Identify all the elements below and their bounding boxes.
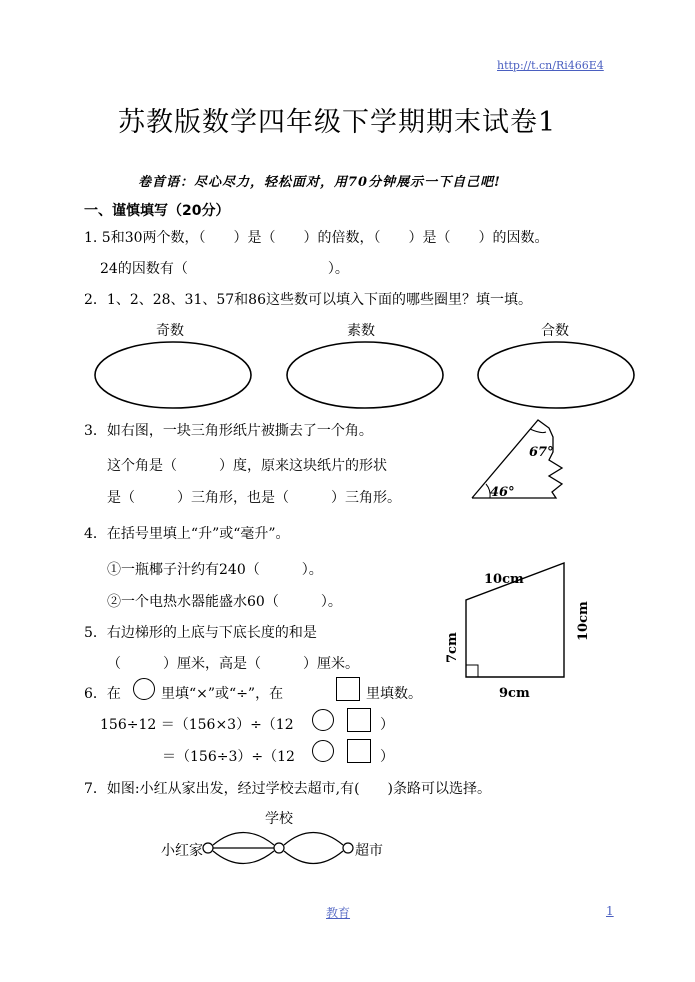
q6-circle-legend bbox=[133, 678, 155, 700]
label-prime: 素数 bbox=[347, 323, 375, 339]
q6-eq1-number-box[interactable] bbox=[347, 708, 371, 732]
route-label-home: 小红家 bbox=[161, 843, 203, 859]
dim-left-label: 7cm bbox=[445, 632, 460, 663]
question-2-text: 2．1、2、28、31、57和86这些数可以填入下面的哪些圈里？填一填。 bbox=[84, 292, 532, 308]
page-number: 1 bbox=[606, 904, 614, 918]
q6-eq2-operator-circle[interactable] bbox=[312, 740, 334, 762]
dim-right-label: 10cm bbox=[576, 601, 591, 641]
home-node bbox=[203, 843, 213, 853]
q6-square-legend bbox=[336, 677, 360, 701]
torn-triangle-figure bbox=[472, 420, 562, 500]
motto: 卷首语：尽心尽力，轻松面对，用70分钟展示一下自己吧! bbox=[138, 175, 501, 190]
route-label-market: 超市 bbox=[355, 843, 383, 859]
route-label-school: 学校 bbox=[265, 811, 293, 827]
question-5-line-1: 5．右边梯形的上底与下底长度的和是 bbox=[84, 625, 317, 641]
angle-bottom-label: 46° bbox=[490, 485, 515, 500]
market-node bbox=[343, 843, 353, 853]
question-6-equation-1: 156÷12 ＝（156×3）÷（12 bbox=[100, 717, 294, 733]
question-4-line-1: 4．在括号里填上“升”或“毫升”。 bbox=[84, 526, 290, 542]
question-4-line-3: ②一个电热水器能盛水60（ ）。 bbox=[107, 594, 342, 610]
question-6-equation-2: ＝（156÷3）÷（12 bbox=[162, 749, 295, 765]
question-1-line-2: 24的因数有（ ）。 bbox=[100, 261, 349, 277]
school-node bbox=[274, 843, 284, 853]
oval-composite[interactable] bbox=[478, 342, 634, 408]
route-diagram bbox=[203, 833, 353, 864]
footer-center-link[interactable]: 教育 bbox=[326, 906, 351, 920]
question-3-line-3: 是（ ）三角形，也是（ ）三角形。 bbox=[107, 490, 401, 506]
question-4-line-2: ①一瓶椰子汁约有240（ ）。 bbox=[107, 562, 323, 578]
q6-eq1-operator-circle[interactable] bbox=[312, 709, 334, 731]
question-5-line-2: （ ）厘米，高是（ ）厘米。 bbox=[107, 656, 359, 672]
q6-eq2-number-box[interactable] bbox=[347, 739, 371, 763]
section-heading: 一、谨慎填写（20分） bbox=[84, 203, 230, 219]
question-1-line-1: 1. 5和30两个数，（ ）是（ ）的倍数，（ ）是（ ）的因数。 bbox=[84, 230, 549, 246]
dim-top-label: 10cm bbox=[484, 572, 524, 587]
dim-bottom-label: 9cm bbox=[499, 686, 530, 701]
question-3-line-1: 3．如右图，一块三角形纸片被撕去了一个角。 bbox=[84, 423, 373, 439]
header-link[interactable]: http://t.cn/Ri466E4 bbox=[497, 59, 604, 72]
question-3-line-2: 这个角是（ ）度，原来这块纸片的形状 bbox=[107, 458, 387, 474]
question-6-mid-2: 里填数。 bbox=[366, 686, 422, 702]
label-composite: 合数 bbox=[541, 323, 569, 339]
question-6-eq1-close: ） bbox=[380, 717, 394, 733]
question-6-prefix: 6．在 bbox=[84, 686, 121, 702]
question-7-text: 7．如图:小红从家出发，经过学校去超市,有( )条路可以选择。 bbox=[84, 781, 491, 797]
page-title: 苏教版数学四年级下学期期末试卷1 bbox=[118, 107, 557, 138]
question-6-mid-1: 里填“×”或“÷”，在 bbox=[161, 686, 284, 702]
oval-prime[interactable] bbox=[287, 342, 443, 408]
label-odd: 奇数 bbox=[156, 323, 184, 339]
question-6-eq2-close: ） bbox=[380, 749, 394, 765]
angle-top-label: 67° bbox=[529, 445, 554, 460]
oval-odd[interactable] bbox=[95, 342, 251, 408]
trapezoid-figure bbox=[445, 563, 591, 701]
